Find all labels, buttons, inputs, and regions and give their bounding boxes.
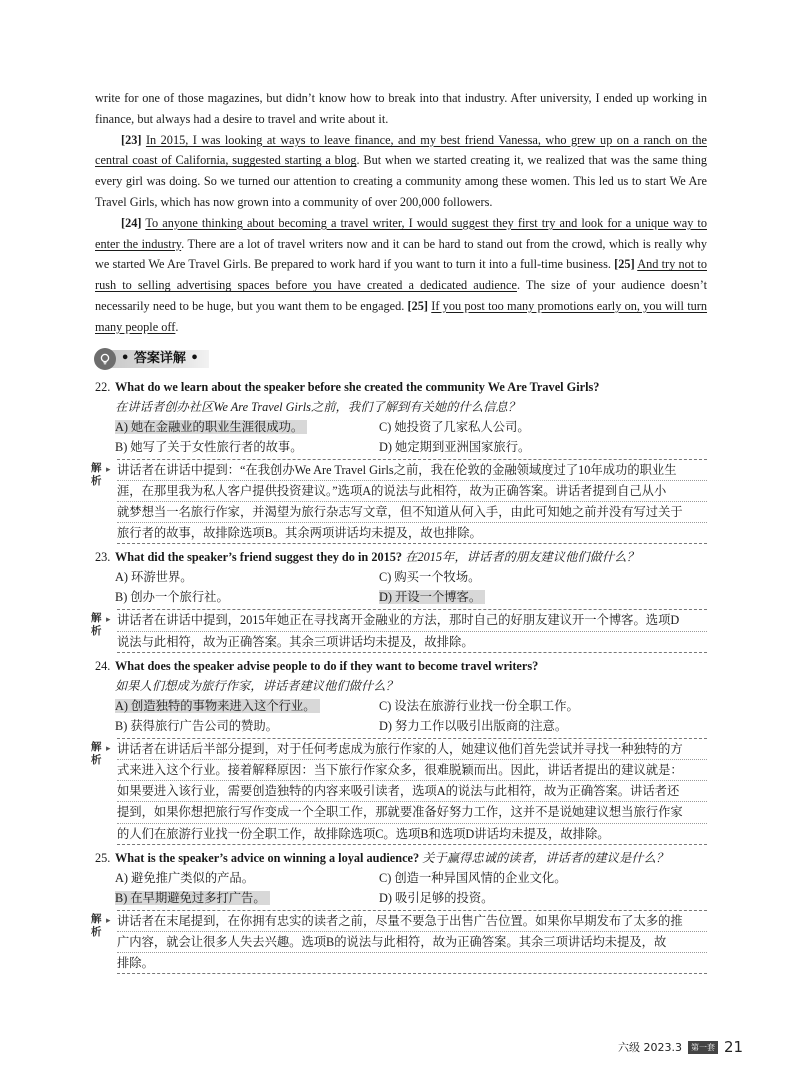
- options-grid: [95, 868, 707, 908]
- question-chinese: 如果人们想成为旅行作家，讲话者建议他们做什么？: [115, 678, 398, 693]
- set-badge: 第一套: [688, 1041, 718, 1054]
- analysis-line: 讲话者在讲话中提到，2015年她正在寻找离开金融业的方法，那时自己的好朋友建议开一个博客。选项D: [117, 610, 707, 631]
- option-item: [115, 567, 379, 587]
- analysis-line: 就梦想当一名旅行作家，并渴望为旅行杂志写文章，但不知道从何入手，由此可知她之前并没有写过关于: [117, 502, 707, 523]
- options-grid: [95, 567, 707, 607]
- question-stem: [95, 656, 707, 676]
- passage-text: . The size of your audience doesn’t necessarily need to be huge, but you want them to be engaged.: [95, 278, 707, 313]
- analysis-line: 排除。: [117, 956, 154, 971]
- question-english: What does the speaker advise people to do if they want to become travel writers?: [115, 658, 539, 673]
- option-item: [115, 716, 379, 736]
- question-tag: [24]: [121, 215, 142, 230]
- correct-option-text: A) 她在金融业的职业生涯很成功。: [115, 420, 307, 434]
- underlined-answer-text: And try not to rush to selling advertising spaces before you have created a dedicated audience: [95, 257, 707, 293]
- question-number: 25.: [95, 850, 111, 865]
- section-title: • 答案详解 •: [121, 350, 199, 366]
- page-number: 21: [724, 1038, 744, 1056]
- analysis-line: 说法与此相符，故为正确答案。其余三项讲话均未提及，故排除。: [117, 634, 474, 649]
- option-text: C) 创造一种异国风情的企业文化。: [379, 870, 567, 885]
- analysis-block: [91, 459, 707, 545]
- question-tag: [23]: [121, 132, 142, 147]
- option-item: [379, 716, 707, 736]
- analysis-label: 解析: [91, 612, 102, 638]
- question-block: [91, 656, 707, 845]
- option-text: B) 获得旅行广告公司的赞助。: [115, 718, 278, 733]
- underlined-answer-text: To anyone thinking about becoming a travel writer, I would suggest they first try and look for a unique way to enter the industry: [95, 215, 707, 251]
- option-item: [115, 437, 379, 457]
- passage: [95, 88, 707, 338]
- question-english: What do we learn about the speaker before she created the community We Are Travel Girls?: [115, 379, 600, 394]
- option-item: [115, 696, 379, 716]
- option-item: [379, 587, 707, 607]
- passage-paragraph: [95, 88, 707, 130]
- analysis-line: 讲话者在末尾提到，在你拥有忠实的读者之前，尽量不要急于出售广告位置。如果你早期发布了太多的推: [117, 911, 707, 932]
- arrow-right-icon: ▸: [106, 464, 111, 475]
- analysis-line: 提到，如果你想把旅行写作变成一个全职工作，那就要准备好努力工作，这并不是说她建议想当旅行作家: [117, 802, 707, 823]
- passage-text: . But when we started creating it, we realized that was the same thing every girl was doing. So we turned our attention to creating a community among these women. This led us to start We Are Travel Girls, which has now grown into a community of over 200,000 followers.: [95, 153, 707, 209]
- analysis-line: 如果要进入该行业，需要创造独特的内容来吸引读者，选项A的说法与此相符，故为正确答案。讲话者还: [117, 781, 707, 802]
- option-text: A) 环游世界。: [115, 570, 193, 585]
- option-text: B) 创办一个旅行社。: [115, 590, 229, 605]
- question-block: [91, 547, 707, 652]
- question-chinese: 关于赢得忠诚的读者，讲话者的建议是什么？: [422, 850, 669, 865]
- question-stem: [95, 848, 707, 868]
- question-english: What is the speaker’s advice on winning a loyal audience?: [115, 850, 420, 865]
- question-stem: [95, 377, 707, 397]
- option-text: D) 吸引足够的投资。: [379, 890, 494, 905]
- analysis-line: 旅行者的故事，故排除选项B。其余两项讲话均未提及，故也排除。: [117, 526, 482, 541]
- question-number: 23.: [95, 550, 111, 565]
- analysis-line: 讲话者在讲话后半部分提到，对于任何考虑成为旅行作家的人，她建议他们首先尝试并寻找一种独特的方: [117, 739, 707, 760]
- option-text: C) 设法在旅游行业找一份全职工作。: [379, 698, 579, 713]
- answer-section-header: [95, 346, 707, 374]
- question-english: What did the speaker’s friend suggest they do in 2015?: [115, 550, 403, 565]
- question-block: [91, 377, 707, 545]
- underlined-answer-text: If you post too many promotions early on, you will turn many people off: [95, 298, 708, 334]
- question-chinese: 在讲话者创办社区We Are Travel Girls之前，我们了解到有关她的什么信息？: [115, 399, 521, 414]
- passage-text: . There are a lot of travel writers now and it can be hard to stand out from the crowd, which is really why we started We Are Travel Girls. Be prepared to work hard if you want to turn it into a full-time business.: [95, 236, 707, 272]
- correct-option-text: B) 在早期避免过多打广告。: [115, 891, 270, 905]
- arrow-right-icon: ▸: [106, 743, 111, 754]
- option-item: [379, 567, 707, 587]
- analysis-line: 式来进入这个行业。接着解释原因：当下旅行作家众多，很难脱颖而出。因此，讲话者提出的建议就是：: [117, 760, 707, 781]
- passage-text: write for one of those magazines, but didn’t know how to break into that industry. After university, I ended up working in finance, but always had a desire to travel and write about it.: [95, 91, 707, 126]
- analysis-text: [117, 910, 707, 975]
- arrow-right-icon: ▸: [106, 615, 111, 626]
- option-text: C) 她投资了几家私人公司。: [379, 419, 530, 434]
- correct-option-text: A) 创造独特的事物来进入这个行业。: [115, 699, 320, 713]
- passage-text: .: [175, 319, 179, 334]
- option-item: [379, 888, 707, 908]
- page-footer: [618, 1038, 743, 1056]
- option-item: [379, 437, 707, 457]
- analysis-line: 广内容，就会让很多人失去兴趣。选项B的说法与此相符，故为正确答案。其余三项讲话均未提及，故: [117, 932, 707, 953]
- analysis-label: 解析: [91, 740, 102, 766]
- analysis-text: [117, 738, 707, 845]
- page-body: [91, 88, 708, 974]
- option-text: C) 购买一个牧场。: [379, 570, 481, 585]
- analysis-line: 涯，在那里我为私人客户提供投资建议。”选项A的说法与此相符，故为正确答案。讲话者提到自己从小: [117, 481, 707, 502]
- question-tag: [25]: [407, 298, 429, 313]
- option-text: B) 她写了关于女性旅行者的故事。: [115, 439, 303, 454]
- analysis-block: [91, 738, 707, 845]
- question-block: [91, 848, 707, 975]
- analysis-label: 解析: [91, 461, 102, 487]
- option-item: [115, 417, 379, 437]
- option-item: [379, 868, 707, 888]
- options-grid: [95, 417, 707, 457]
- analysis-text: [117, 609, 707, 652]
- option-item: [379, 696, 707, 716]
- option-text: D) 努力工作以吸引出版商的注意。: [379, 718, 568, 733]
- analysis-block: [91, 910, 707, 975]
- lightbulb-icon: [94, 348, 116, 370]
- passage-paragraph: [95, 130, 707, 213]
- option-item: [379, 417, 707, 437]
- question-list: [91, 377, 707, 975]
- analysis-line: 的人们在旅游行业找一份全职工作，故排除选项C。选项B和选项D讲话均未提及，故排除。: [117, 826, 610, 841]
- analysis-line: 讲话者在讲话中提到：“在我创办We Are Travel Girls之前，我在伦敦的金融领域度过了10年成功的职业生: [117, 460, 707, 481]
- analysis-label: 解析: [91, 912, 102, 938]
- question-chinese: 在2015年，讲话者的朋友建议他们做什么？: [405, 550, 639, 565]
- options-grid: [95, 696, 707, 736]
- option-item: [115, 888, 379, 908]
- question-tag: [25]: [614, 257, 635, 272]
- analysis-block: [91, 609, 707, 652]
- option-text: D) 她定期到亚洲国家旅行。: [379, 439, 531, 454]
- question-number: 24.: [95, 658, 111, 673]
- question-number: 22.: [95, 379, 111, 394]
- option-text: A) 避免推广类似的产品。: [115, 870, 255, 885]
- question-stem: [95, 547, 707, 567]
- issue-label: 六级 2023.3: [618, 1041, 682, 1054]
- underlined-answer-text: In 2015, I was looking at ways to leave finance, and my best friend Vanessa, who grew up on a ranch on the central coast of California, suggested starting a blog: [95, 132, 707, 168]
- option-item: [115, 868, 379, 888]
- passage-paragraph: [95, 213, 707, 338]
- analysis-text: [117, 459, 707, 545]
- correct-option-text: D) 开设一个博客。: [379, 590, 485, 604]
- option-item: [115, 587, 379, 607]
- arrow-right-icon: ▸: [106, 915, 111, 926]
